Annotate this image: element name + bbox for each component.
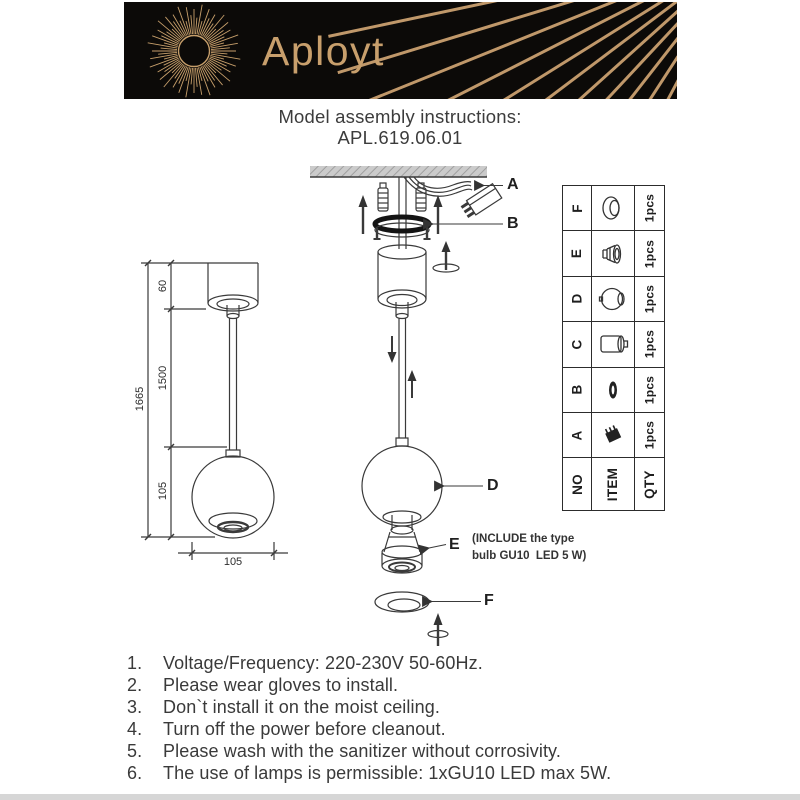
instruction-item [127,675,697,697]
mounting-ring-icon [592,368,635,413]
dim-sphere-width: 105 [223,556,243,568]
table-header-no: NO [563,458,592,510]
table-row-e-no: E [563,231,592,276]
dim-sphere-height: 105 [157,481,169,501]
instruction-number: 2. [127,675,143,696]
bulb-note-line1: (INCLUDE the type [472,533,575,545]
table-row-a-no: A [563,413,592,458]
table-row-b-no: B [563,368,592,413]
instruction-item [127,762,697,784]
trim-ring-icon [592,186,635,231]
brand-wordmark: Aployt [262,28,385,74]
table-row-d-no: D [563,277,592,322]
page-title: Model assembly instructions: [278,106,522,127]
table-row-c-qty: 1pcs [635,322,664,367]
label-d: D [487,477,499,494]
dimension-drawing [141,260,288,560]
rotate-arrow-bottom [428,613,448,646]
instruction-text: Please wear gloves to install. [163,675,399,696]
wall-anchors [378,183,426,211]
wires [404,177,472,196]
instruction-text: Don`t install it on the moist ceiling. [163,697,440,718]
mounting-ring [374,217,431,239]
sphere-shade-icon [592,277,635,322]
canopy [378,245,426,319]
rotate-arrow-top [433,241,459,272]
label-e: E [449,536,460,553]
table-row-f-qty: 1pcs [635,186,664,231]
table-row-b-qty: 1pcs [635,368,664,413]
table-header-qty: QTY [642,469,657,499]
rod-arrows [388,336,417,398]
instruction-item [127,719,697,741]
instruction-text: Please wash with the sanitizer without corrosivity. [163,741,561,761]
sphere-shade [362,446,442,526]
instruction-item [127,741,697,763]
instruction-item [127,697,697,719]
table-header-item: ITEM [592,458,635,510]
parts-table [562,185,665,511]
ceiling [310,166,487,177]
canopy-icon [592,322,635,367]
dim-rod-length: 1500 [157,365,169,391]
instructions-list [127,653,697,784]
up-arrows [359,195,443,234]
bulb-note-line2: bulb GU10 LED 5 W) [472,550,587,562]
dim-total-height: 1665 [134,386,146,412]
photo-edge-shadow [0,794,800,800]
instruction-text: The use of lamps is permissible: 1xGU10 LED max 5W. [163,762,612,783]
dim-canopy-height: 60 [157,279,169,293]
exploded-view [310,166,503,646]
label-b: B [507,215,519,232]
table-row-a-qty: 1pcs [635,413,664,458]
label-a: A [507,176,519,193]
table-row-d-qty: 1pcs [635,277,664,322]
label-f: F [484,592,494,609]
instruction-number: 1. [127,653,143,674]
instruction-number: 3. [127,697,143,718]
trim-ring [375,592,429,612]
instruction-text: Turn off the power before cleanout. [163,719,446,740]
model-number: APL.619.06.01 [337,127,463,148]
instruction-number: 6. [127,762,143,783]
instruction-number: 4. [127,719,143,740]
instruction-number: 5. [127,741,143,761]
instruction-text: Voltage/Frequency: 220-230V 50-60Hz. [163,653,483,674]
table-row-f-no: F [563,186,592,231]
table-row-e-qty: 1pcs [635,231,664,276]
table-row-c-no: C [563,322,592,367]
wire-connector-icon [592,413,635,458]
instruction-item [127,653,697,675]
gu10-bulb-icon [592,231,635,276]
